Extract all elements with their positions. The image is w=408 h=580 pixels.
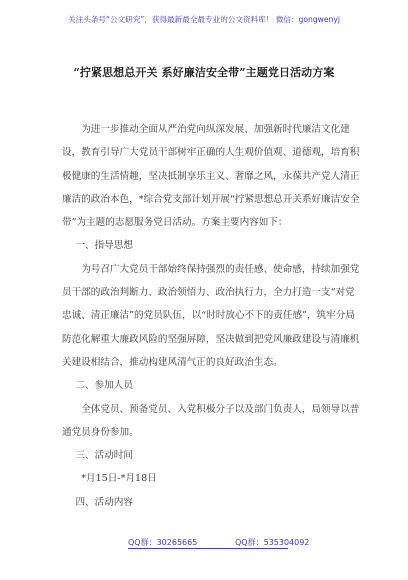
section-heading-guiding-thought: 一、指导思想	[75, 240, 133, 252]
section-heading-activity-content: 四、活动内容	[75, 496, 133, 508]
intro-paragraph: 为进一步推动全面从严治党向纵深发展、加强新时代廉洁文化建设，教育引导广大党员干部树牢正确的人生观价值观、道德观，培育积极健康的生活情趣，坚决抵制享乐主义、奢靡之风，永葆共产党人清正廉洁的政治本色，*综合党支部计划开展“拧紧思想总开关系好廉洁安全带”为主题的志愿服务党日活动。方案主要内容如下：	[62, 124, 360, 229]
section-activity-time-text: *月15日-*月18日	[81, 473, 157, 485]
section-guiding-thought-text: 为号召广大党员干部始终保持强烈的责任感、使命感，持续加强党员干部的政治判断力、政治领悟力、政治执行力，全力打造一支“对党忠诚、清正廉洁”的党员队伍，以“时时放心不下的责任感”，筑牢分局防范化解重大廉政风险的坚强屏障，坚决做到把党风廉政建设与清廉机关建设相结合，推动构建风清气正的良好政治生态。	[62, 263, 360, 368]
footer-underline	[128, 548, 288, 549]
footer-qq-group-left: QQ群：30265665	[128, 538, 198, 547]
document-title: “拧紧思想总开关 系好廉洁安全带”主题党日活动方案	[73, 66, 335, 79]
section-participants-text: 全体党员、预备党员、入党积极分子以及部门负责人，局领导以普通党员身份参加。	[62, 403, 360, 438]
document-body	[62, 118, 362, 514]
footer-qq-group-right: QQ群：535304092	[235, 538, 310, 547]
header-banner: 关注头条号“公文研究”，获得最新最全最专业的公文资料库！ 微信：gongwenyj	[68, 15, 340, 24]
section-heading-participants: 二、参加人员	[75, 380, 133, 392]
section-heading-activity-time: 三、活动时间	[75, 450, 133, 462]
